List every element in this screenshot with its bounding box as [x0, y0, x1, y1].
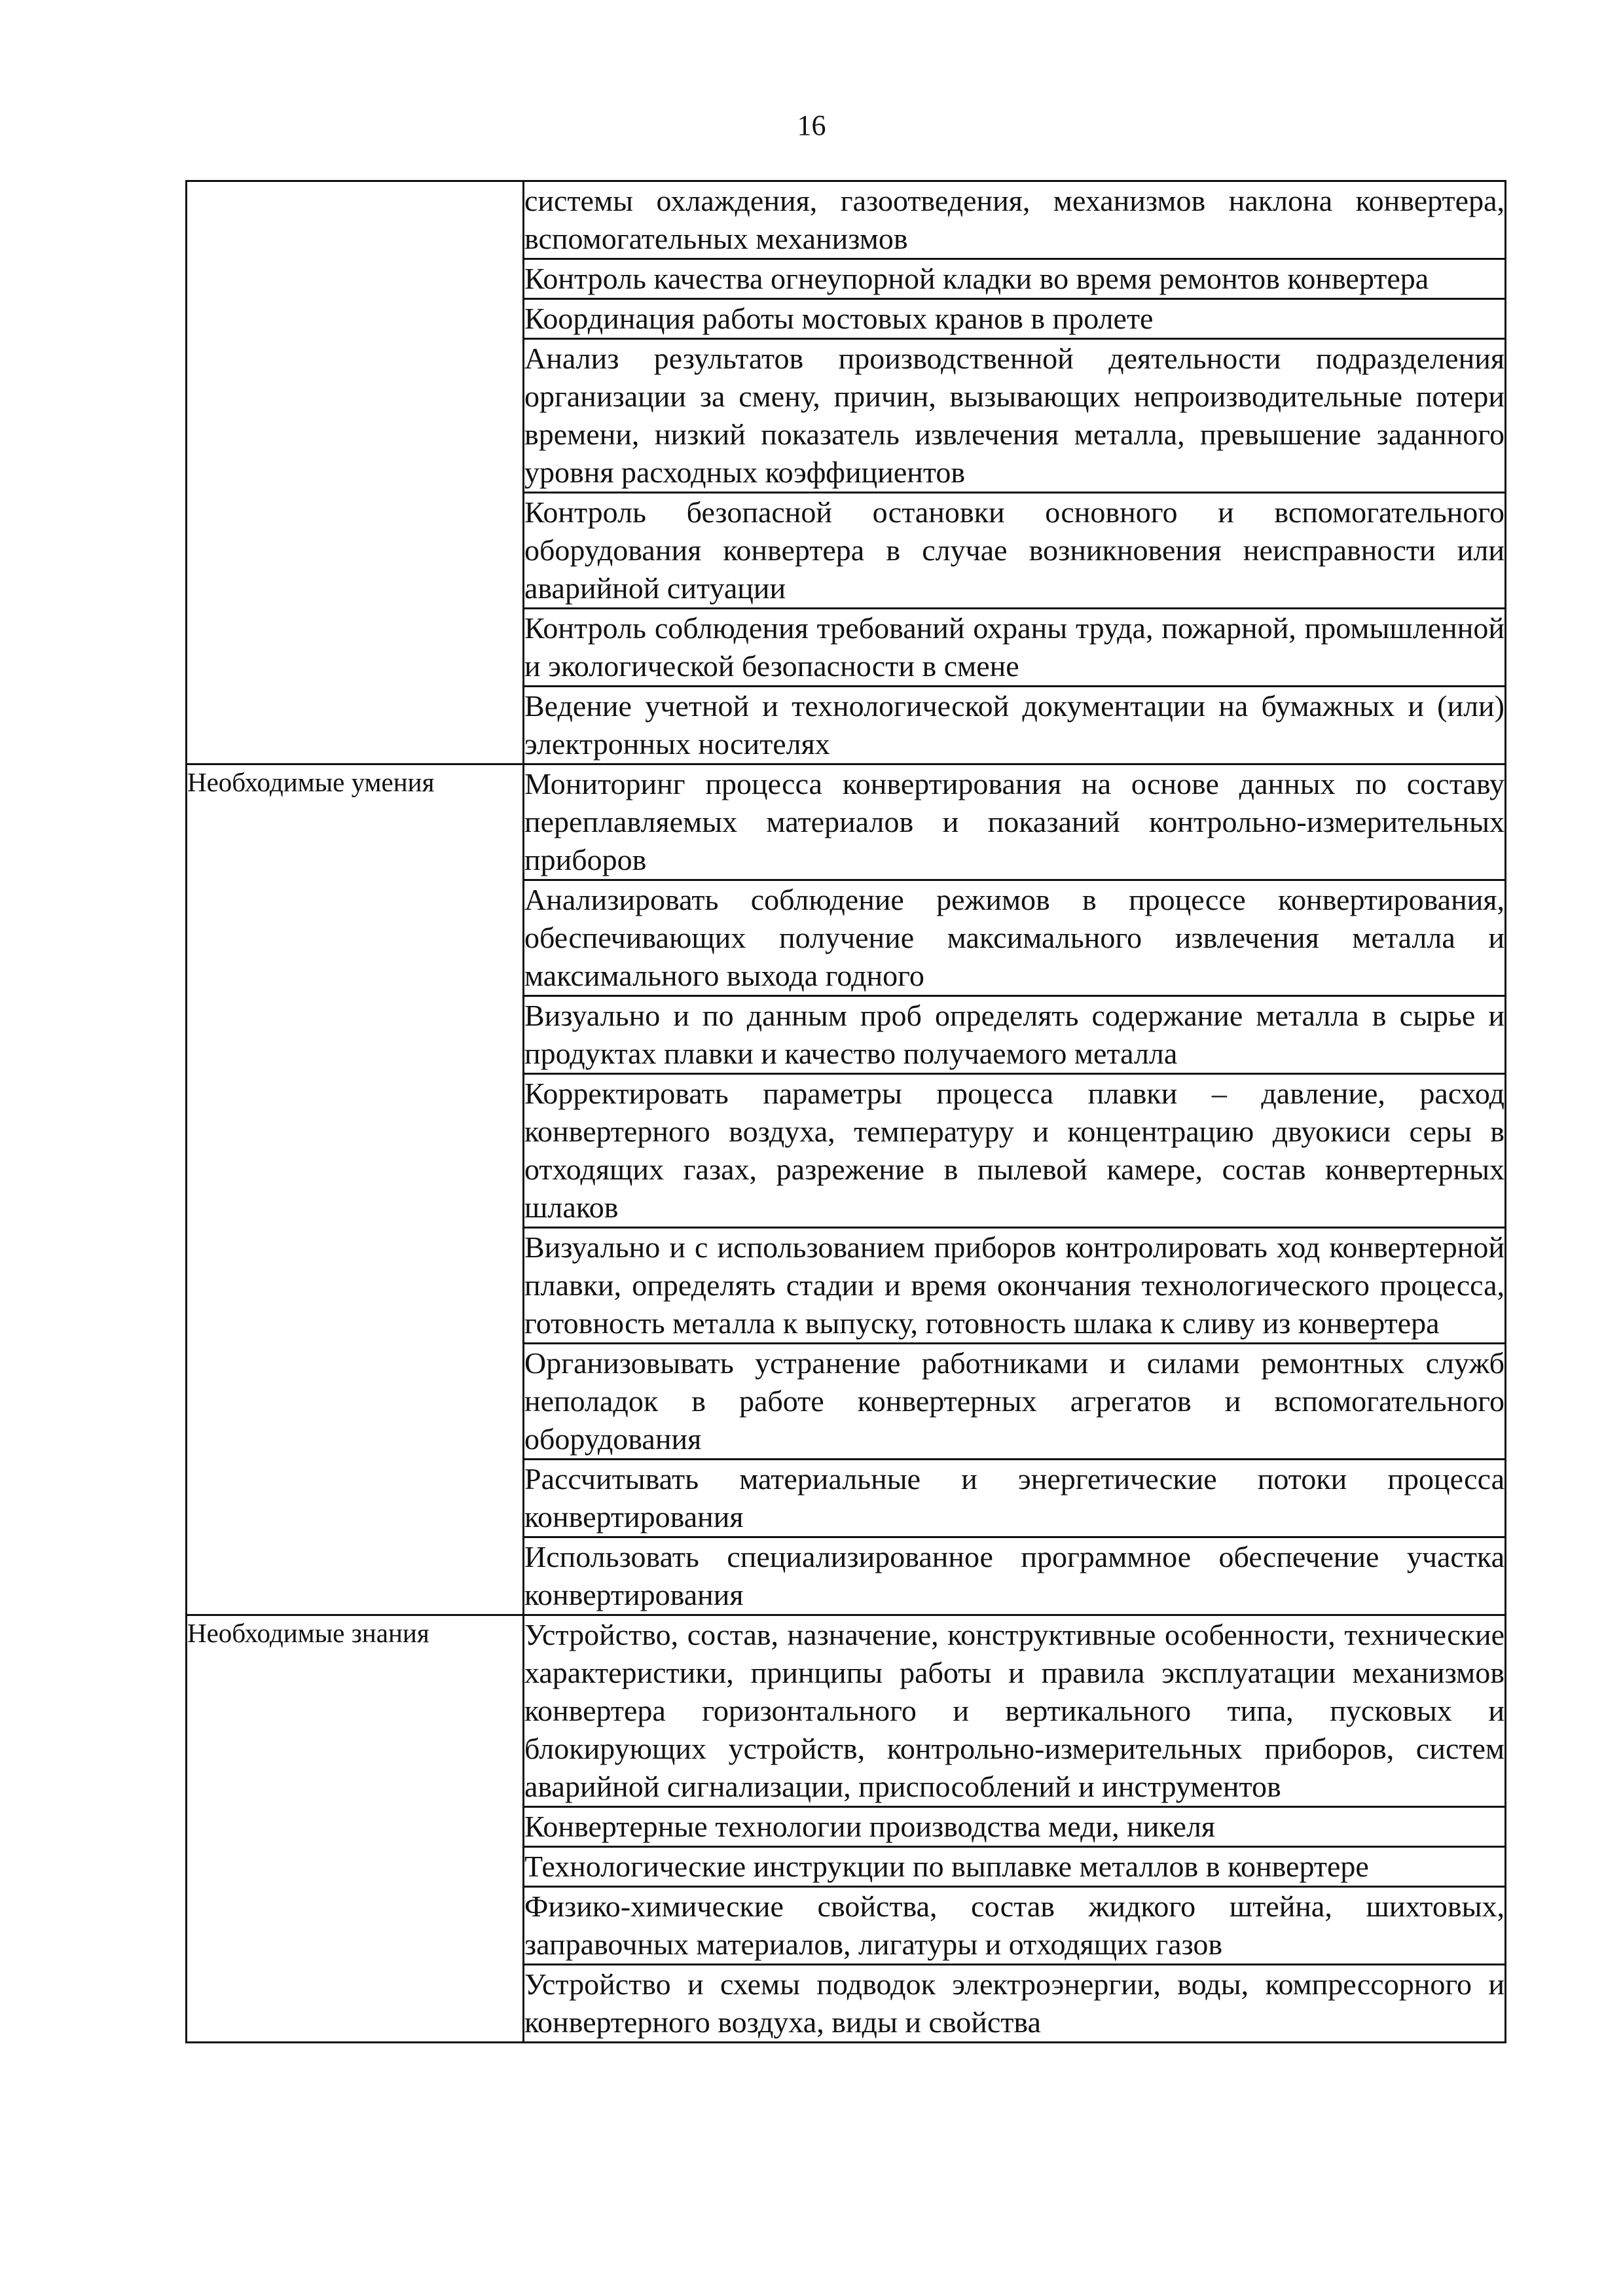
- competency-table: [185, 180, 1506, 2043]
- table-cell: Координация работы мостовых кранов в пролете: [524, 299, 1506, 339]
- table-cell: Физико-химические свойства, состав жидкого штейна, шихтовых, заправочных материалов, лигатуры и отходящих газов: [524, 1887, 1506, 1965]
- table-cell: Устройство и схемы подводок электроэнергии, воды, компрессорного и конвертерного воздуха, виды и свойства: [524, 1965, 1506, 2043]
- table-cell: Конвертерные технологии производства меди, никеля: [524, 1807, 1506, 1847]
- table-row: [187, 764, 1506, 880]
- table-cell: Контроль качества огнеупорной кладки во время ремонтов конвертера: [524, 259, 1506, 299]
- table-cell: Организовывать устранение работниками и силами ремонтных служб неполадок в работе конвертерных агрегатов и вспомогательного оборудования: [524, 1344, 1506, 1460]
- group-label-skills: Необходимые умения: [187, 764, 524, 1615]
- table-cell: Рассчитывать материальные и энергетические потоки процесса конвертирования: [524, 1460, 1506, 1537]
- table-cell: Визуально и по данным проб определять содержание металла в сырье и продуктах плавки и качество получаемого металла: [524, 996, 1506, 1074]
- table-row: [187, 181, 1506, 259]
- table-cell: Технологические инструкции по выплавке металлов в конвертере: [524, 1847, 1506, 1887]
- table-row: [187, 1615, 1506, 1807]
- table-cell: системы охлаждения, газоотведения, механизмов наклона конвертера, вспомогательных механизмов: [524, 181, 1506, 259]
- table-cell: Контроль безопасной остановки основного и вспомогательного оборудования конвертера в случае возникновения неисправности или аварийной ситуации: [524, 493, 1506, 609]
- table-cell: Анализировать соблюдение режимов в процессе конвертирования, обеспечивающих получение максимального извлечения металла и максимального выхода годного: [524, 880, 1506, 996]
- group-label-knowledge: Необходимые знания: [187, 1615, 524, 2043]
- table-cell: Корректировать параметры процесса плавки – давление, расход конвертерного воздуха, температуру и концентрацию двуокиси серы в отходящих газах, разрежение в пылевой камере, состав конвертерных шлаков: [524, 1074, 1506, 1228]
- table-cell: Мониторинг процесса конвертирования на основе данных по составу переплавляемых материалов и показаний контрольно-измерительных приборов: [524, 764, 1506, 880]
- group-label-continuation: [187, 181, 524, 764]
- table-cell: Использовать специализированное программное обеспечение участка конвертирования: [524, 1537, 1506, 1615]
- table-cell: Визуально и с использованием приборов контролировать ход конвертерной плавки, определять стадии и время окончания технологического процесса, готовность металла к выпуску, готовность шлака к сливу из конвертера: [524, 1228, 1506, 1344]
- table-cell: Анализ результатов производственной деятельности подразделения организации за смену, причин, вызывающих непроизводительные потери времени, низкий показатель извлечения металла, превышение заданного уровня расходных коэффициентов: [524, 339, 1506, 493]
- page-number: 16: [797, 109, 826, 141]
- table-cell: Ведение учетной и технологической документации на бумажных и (или) электронных носителях: [524, 687, 1506, 764]
- table-cell: Контроль соблюдения требований охраны труда, пожарной, промышленной и экологической безопасности в смене: [524, 609, 1506, 687]
- table-cell: Устройство, состав, назначение, конструктивные особенности, технические характеристики, принципы работы и правила эксплуатации механизмов конвертера горизонтального и вертикального типа, пусковых и блокирующих устройств, контрольно-измерительных приборов, систем аварийной сигнализации, приспособлений и инструментов: [524, 1615, 1506, 1807]
